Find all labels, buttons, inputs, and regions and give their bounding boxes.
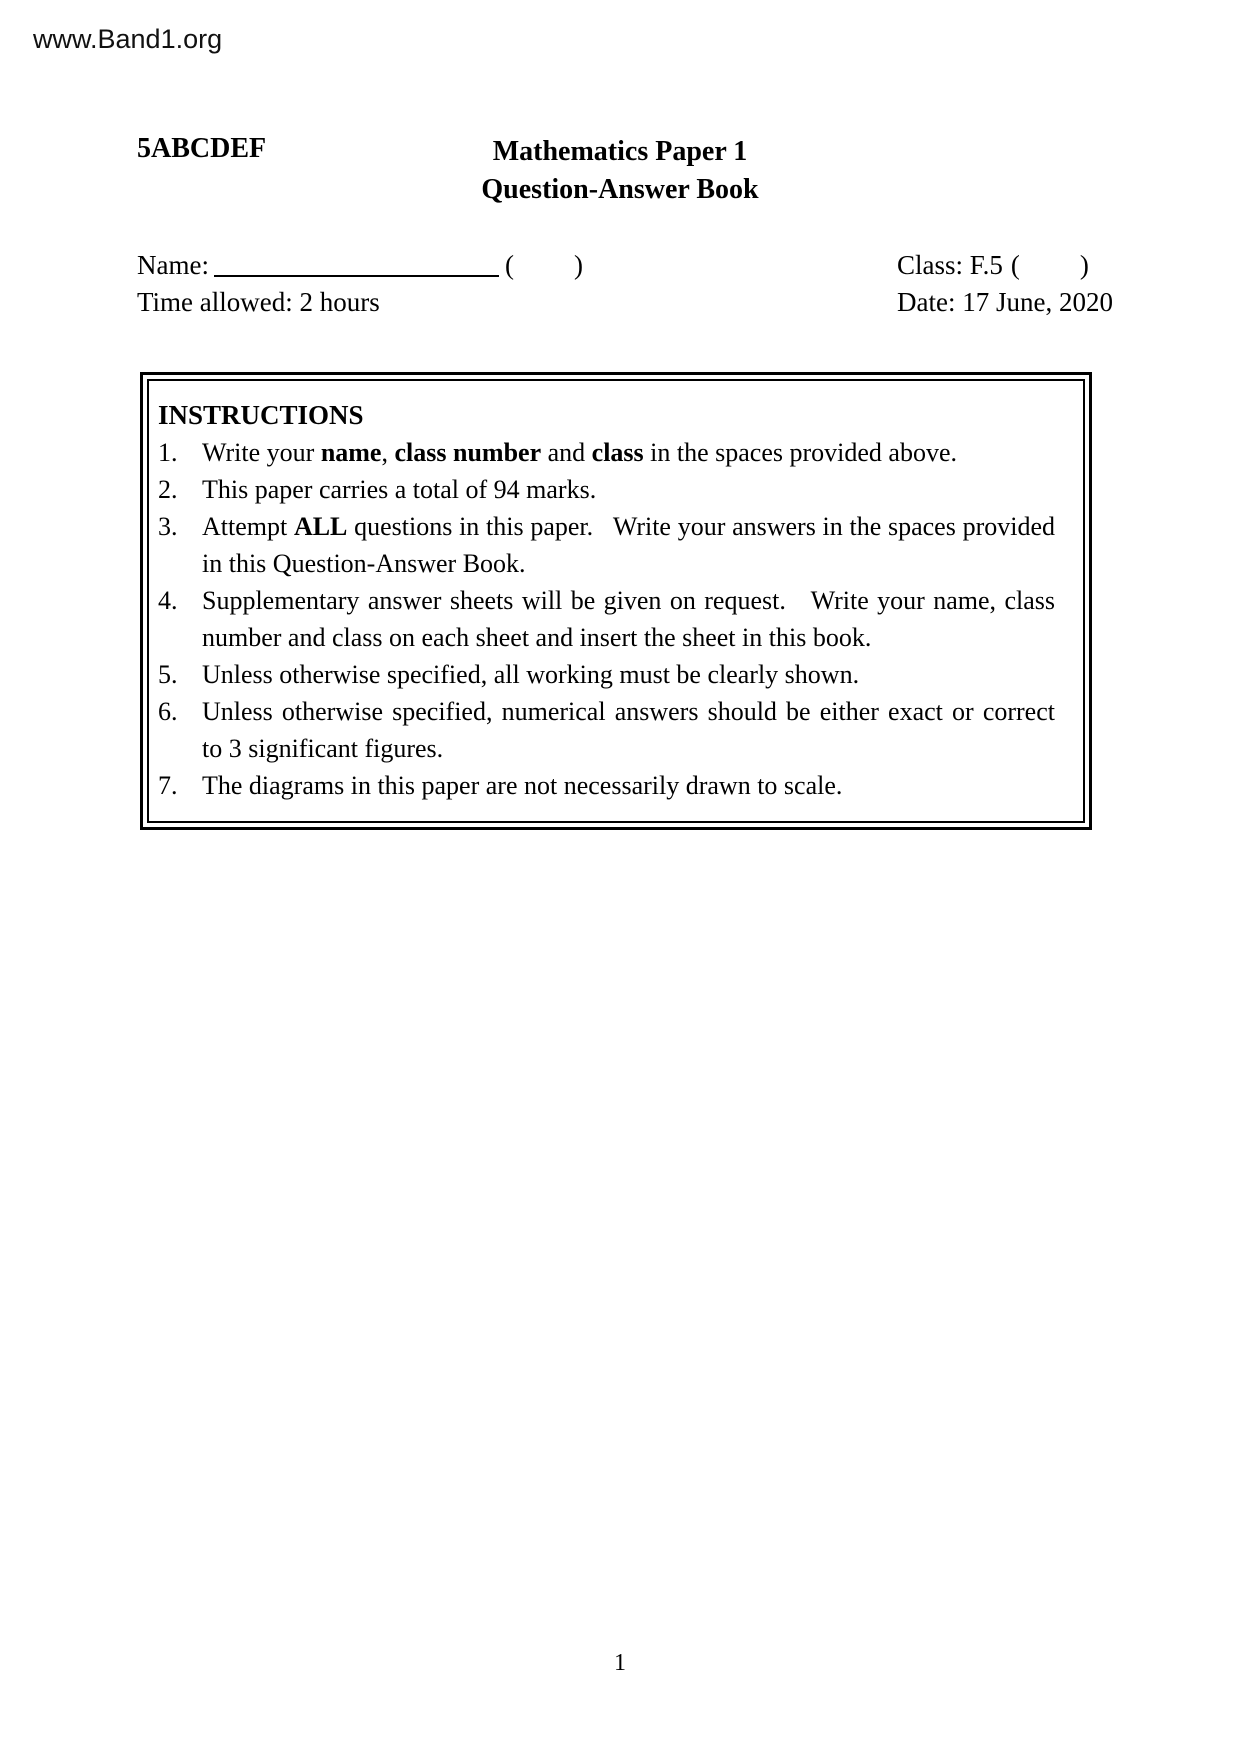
instruction-item-4 (158, 582, 1055, 656)
title-block (0, 133, 1240, 209)
instructions-heading: INSTRUCTIONS (158, 400, 364, 430)
candidate-info-left (137, 247, 583, 321)
name-label: Name: (137, 250, 209, 280)
time-allowed-label: Time allowed: 2 hours (137, 287, 380, 317)
name-paren-close: ) (573, 250, 583, 280)
instruction-text: Write your name, class number and class in the spaces provided above. (202, 438, 958, 467)
class-paren-open: ( (1010, 250, 1020, 280)
instruction-text: Attempt ALL questions in this paper. Write your answers in the spaces provided in this Question-Answer Book. (202, 512, 1055, 578)
instruction-item-6 (158, 693, 1055, 767)
class-label: Class: F.5 (897, 250, 1003, 280)
instruction-item-1 (158, 434, 1055, 471)
instruction-number: 7. (158, 771, 178, 800)
candidate-info-right (897, 247, 1113, 321)
instruction-text: This paper carries a total of 94 marks. (202, 475, 597, 504)
instruction-text: Supplementary answer sheets will be given on request. Write your name, class number and class on each sheet and insert the sheet in this book. (202, 586, 1055, 652)
page-title: Mathematics Paper 1 (492, 136, 748, 167)
paper-code: 5ABCDEF (137, 133, 267, 164)
instruction-number: 3. (158, 512, 178, 541)
date-label: Date: 17 June, 2020 (897, 287, 1113, 317)
name-blank-line (214, 251, 499, 277)
instruction-item-7 (158, 767, 1055, 804)
instruction-item-2 (158, 471, 1055, 508)
page-number: 1 (614, 1650, 626, 1676)
instruction-number: 4. (158, 586, 178, 615)
name-paren-open: ( (504, 250, 514, 280)
class-row (897, 247, 1113, 284)
instruction-number: 1. (158, 438, 178, 467)
instruction-number: 6. (158, 697, 178, 726)
instruction-text: Unless otherwise specified, numerical answers should be either exact or correct to 3 significant figures. (202, 697, 1055, 763)
instruction-text: The diagrams in this paper are not necessarily drawn to scale. (202, 771, 843, 800)
instruction-item-3 (158, 508, 1055, 582)
instruction-item-5 (158, 656, 1055, 693)
page-subtitle: Question-Answer Book (481, 174, 759, 205)
name-row (137, 247, 583, 284)
instructions-box-inner (147, 379, 1085, 823)
instruction-text: Unless otherwise specified, all working must be clearly shown. (202, 660, 860, 689)
instructions-box (140, 372, 1092, 830)
instruction-number: 5. (158, 660, 178, 689)
time-allowed-row (137, 284, 583, 321)
instruction-number: 2. (158, 475, 178, 504)
date-row (897, 284, 1113, 321)
site-watermark: www.Band1.org (33, 24, 223, 54)
class-paren-close: ) (1079, 250, 1089, 280)
